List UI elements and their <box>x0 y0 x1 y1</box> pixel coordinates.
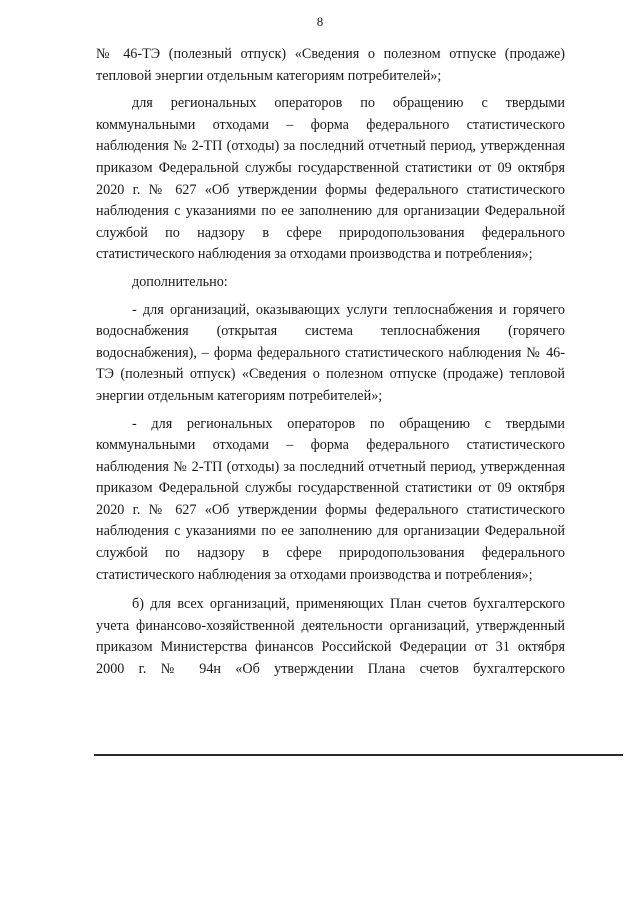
page-number: 8 <box>316 14 324 29</box>
paragraph-heat-supply-organizations: - для организаций, оказывающих услуги теплоснабжения и горячего водоснабжения (открытая система теплоснабжения (горячего водоснабжения), – форма федерального статистического наблюдения № 46-ТЭ (полезный отпуск) «Сведения о полезном отпуске (продаже) тепловой энергии отдельным категориям потребителей»; <box>96 301 565 404</box>
document-body <box>96 44 565 681</box>
paragraph-regional-operators: для региональных операторов по обращению с твердыми коммунальными отходами – форма федерального статистического наблюдения № 2-ТП (отходы) за последний отчетный период, утвержденная приказом Федеральной службы государственной статистики от 09 октября 2020 г. № 627 «Об утверждении формы федерального статистического наблюдения с указаниями по ее заполнению для организации Федеральной службой по надзору в сфере природопользования федерального статистического наблюдения за отходами производства и потребления»; <box>96 95 565 263</box>
paragraph-regional-operators-additional: - для региональных операторов по обращению с твердыми коммунальными отходами – форма федерального статистического наблюдения № 2-ТП (отходы) за последний отчетный период, утвержденная приказом Федеральной службы государственной статистики от 09 октября 2020 г. № 627 «Об утверждении формы федерального статистического наблюдения с указаниями по ее заполнению для организации Федеральной службой по надзору в сфере природопользования федерального статистического наблюдения за отходами производства и потребления»; <box>96 415 565 583</box>
paragraph-chart-of-accounts: б) для всех организаций, применяющих План счетов бухгалтерского учета финансово-хозяйственной деятельности организаций, утвержденный приказом Министерства финансов Российской Федерации от 31 октября 2000 г. № 94н «Об утверждении Плана счетов бухгалтерского <box>96 596 565 678</box>
paragraph-46te-continuation: № 46-ТЭ (полезный отпуск) «Сведения о полезном отпуске (продаже) тепловой энергии отдельным категориям потребителей»; <box>96 46 565 84</box>
paragraph-additionally: дополнительно: <box>132 273 228 290</box>
footer-divider <box>94 754 623 756</box>
